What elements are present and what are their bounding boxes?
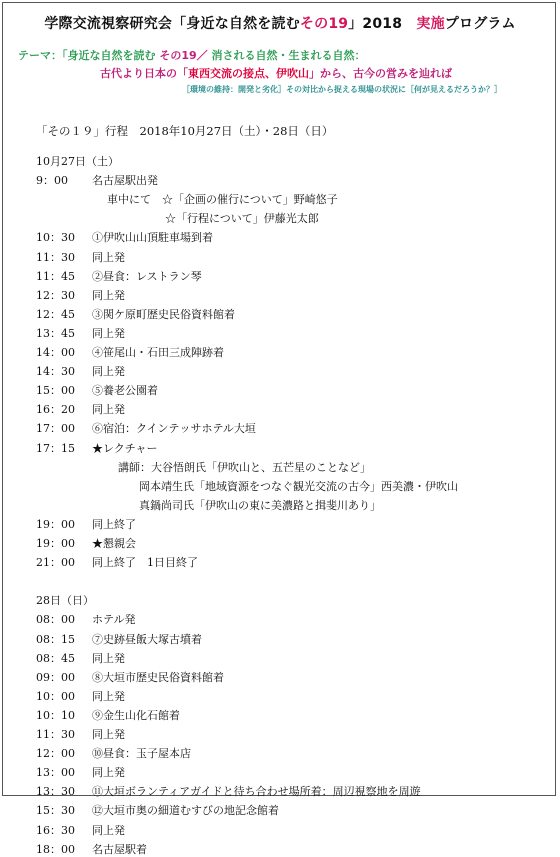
schedule-time: 12：45 [36, 307, 75, 321]
theme-line-2 [100, 65, 452, 81]
schedule-description: 同上発 [92, 288, 125, 302]
schedule-time: 9：00 [36, 174, 68, 188]
title-program: プログラム [444, 16, 516, 32]
schedule-description: 同上発 [92, 823, 125, 837]
schedule-description: 同上発 [92, 728, 125, 741]
schedule-description: ⑦史跡昼飯大塚古墳着 [92, 632, 202, 646]
schedule-description: ③関ケ原町歴史民俗資料館着 [92, 307, 235, 321]
schedule-description: 同上発 [92, 326, 125, 340]
schedule-time: 10月27日（土） [36, 155, 119, 168]
schedule-time: 13：30 [36, 785, 75, 799]
title-main: 学際交流視察研究会「身近な自然を読む [44, 16, 300, 32]
schedule-description: 同上発 [92, 250, 125, 264]
schedule-description: 同上発 [92, 365, 125, 379]
schedule-time: 28日（日） [36, 594, 94, 608]
schedule-time: 12：00 [36, 747, 75, 761]
schedule-time: 13：00 [36, 766, 75, 780]
schedule-description: 名古屋駅出発 [92, 174, 158, 188]
theme-subtitle: 消される自然・生まれる自然： [211, 49, 366, 62]
schedule-time: 12：30 [36, 288, 75, 302]
schedule-time: 10：30 [36, 231, 75, 245]
page-title [0, 13, 560, 33]
theme-line-3: ［環境の維持：開発と劣化］その対比から捉える現場の状況に［何が見えるだろうか？］ [182, 85, 502, 94]
schedule-time: 11：30 [36, 728, 75, 741]
schedule-time: 08：00 [36, 613, 75, 627]
schedule-time: 08：45 [36, 651, 75, 665]
schedule-time: 14：30 [36, 365, 75, 379]
schedule-time: 17：15 [36, 441, 75, 455]
schedule-description: ⑧大垣市歴史民俗資料館着 [92, 670, 224, 684]
schedule-description: ②昼食：レストラン琴 [92, 269, 202, 283]
schedule-description: 同上終了 [92, 517, 136, 531]
schedule-description: ⑤養老公園着 [92, 384, 158, 398]
schedule-description: 岡本靖生氏「地域資源をつなぐ観光交流の古今」西美濃・伊吹山 [139, 479, 458, 493]
schedule-time: 10：00 [36, 689, 75, 703]
schedule-description: ★懇親会 [92, 537, 136, 550]
schedule-time: 11：45 [36, 269, 75, 283]
schedule-description: 同上発 [92, 689, 125, 703]
schedule-time: 11：30 [36, 250, 75, 264]
schedule-description: ④笹尾山・石田三成陣跡着 [92, 346, 224, 359]
schedule-time: 19：00 [36, 517, 75, 531]
page-border [2, 2, 556, 796]
title-year: 」2018 [348, 16, 417, 32]
schedule-time: 15：30 [36, 804, 75, 818]
itinerary-heading: 「その１９」行程 2018年10月27日（土）・28日（日） [36, 124, 334, 138]
schedule-time: 17：00 [36, 422, 75, 436]
theme-highlight: 東西交流の接点、伊吹山 [188, 67, 309, 80]
schedule-time: 18：00 [36, 842, 75, 856]
title-jisshi: 実施 [416, 16, 445, 32]
schedule-description: 同上発 [92, 651, 125, 665]
schedule-time: 19：00 [36, 537, 75, 550]
schedule-description: ホテル発 [92, 613, 136, 627]
schedule-description: ⑪大垣ボランティアガイドと待ち合わせ場所着：周辺視察地を周遊 [92, 785, 421, 799]
schedule-time: 10：10 [36, 708, 75, 722]
schedule-description: ⑩昼食：玉子屋本店 [92, 747, 191, 761]
schedule-time: 16：30 [36, 823, 75, 837]
schedule-description: 講師：大谷悟朗氏「伊吹山と、五芒星のことなど」 [118, 460, 371, 474]
schedule-description: 同上発 [92, 766, 125, 780]
schedule-description: ①伊吹山山頂駐車場到着 [92, 231, 213, 245]
schedule-description: ★レクチャー [92, 441, 158, 455]
schedule-description: ⑫大垣市奥の細道むすびの地記念館着 [92, 804, 279, 818]
theme-number: その19／ [159, 49, 208, 62]
schedule-time: 14：00 [36, 346, 75, 359]
theme-label: テーマ：「身近な自然を読む [18, 49, 156, 62]
schedule-description: 同上発 [92, 403, 125, 417]
theme-line2-a: 古代より日本の「 [100, 67, 188, 80]
schedule-time: 16：20 [36, 403, 75, 417]
schedule-description: ⑨金生山化石館着 [92, 708, 180, 722]
schedule-description: 真鍋尚司氏「伊吹山の東に美濃路と揖斐川あり」 [139, 498, 381, 512]
theme-line-1 [18, 47, 366, 63]
schedule-description: 車中にて ☆「企画の催行について」野崎悠子 [107, 193, 338, 207]
schedule-time: 21：00 [36, 556, 75, 570]
schedule-description: ☆「行程について」伊藤光太郎 [165, 212, 319, 226]
schedule-description: ⑥宿泊：クインテッサホテル大垣 [92, 422, 256, 436]
schedule-time: 13：45 [36, 326, 75, 340]
theme-line2-b: 」から、古今の営みを辿れば [309, 67, 452, 80]
title-number: その19 [299, 16, 349, 32]
schedule-time: 08：15 [36, 632, 75, 646]
schedule-description: 名古屋駅着 [92, 842, 147, 856]
schedule-time: 15：00 [36, 384, 75, 398]
schedule-time: 09：00 [36, 670, 75, 684]
schedule-description: 同上終了 1日目終了 [92, 556, 198, 570]
